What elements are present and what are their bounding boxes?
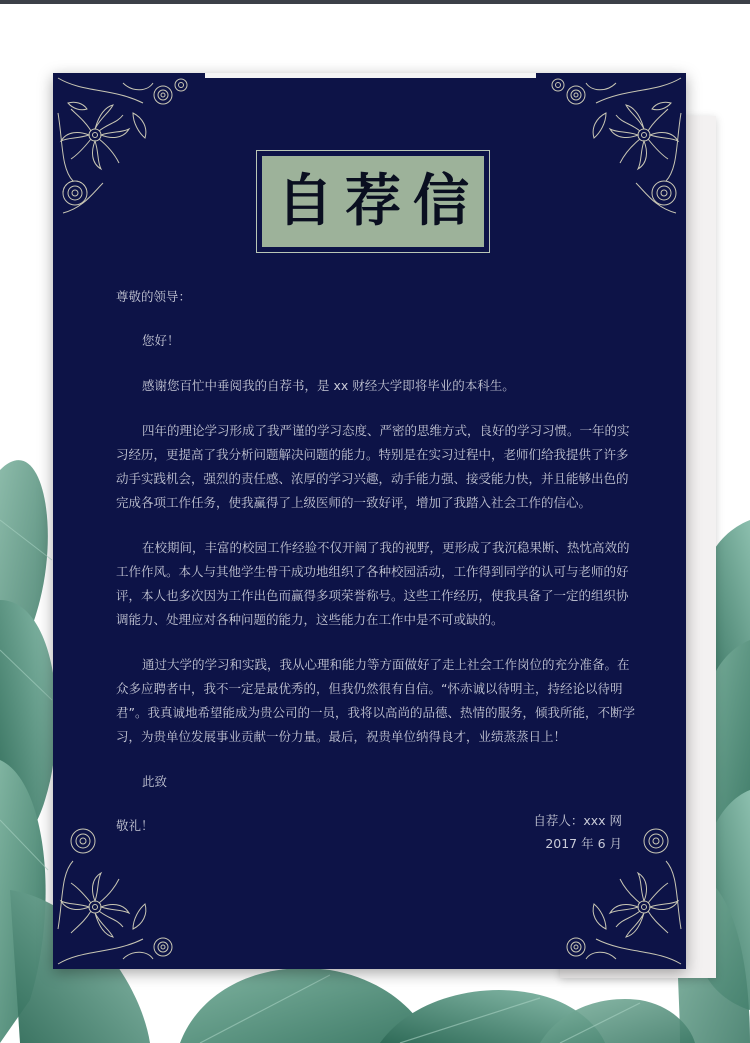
paragraph-3: 在校期间，丰富的校园工作经验不仅开阔了我的视野，更形成了我沉稳果断、热忱高效的工作作风。本人与其他学生骨干成功地组织了各种校园活动，工作得到同学的认可与老师的好评，本人也多次因为工作出色而赢得多项荣誉称号。这些工作经历，使我具备了一定的组织协调能力、处理应对各种问题的能力，这些能力在工作中是不可或缺的。 — [116, 540, 630, 627]
closing-line: 此致 — [142, 774, 168, 789]
title-box — [262, 156, 484, 247]
paragraph-4: 通过大学的学习和实践，我从心理和能力等方面做好了走上社会工作岗位的充分准备。在众多应聘者中，我不一定是最优秀的，但我仍然很有自信。“怀赤诚以待明主，持经论以待明君”。我真诚地希望能成为贵公司的一员，我将以高尚的品德、热情的服务，倾我所能，不断学习，为贵单位发展事业贡献一份力量。最后，祝贵单位纳得良才，业绩蒸蒸日上！ — [116, 657, 635, 744]
title-frame — [256, 150, 490, 253]
floral-line-art-icon — [53, 73, 203, 223]
letter-body — [116, 285, 636, 838]
salute-line: 敬礼！ — [116, 818, 154, 833]
floral-line-art-icon — [536, 73, 686, 223]
signature-date: 2017 年 6 月 — [545, 836, 622, 851]
signature-block — [533, 809, 622, 855]
page-title: 自荐信 — [277, 168, 481, 234]
letter-page — [53, 73, 686, 969]
hello-line: 您好！ — [142, 333, 180, 348]
greeting: 尊敬的领导： — [116, 289, 192, 304]
paragraph-1: 感谢您百忙中垂阅我的自荐书，是 xx 财经大学即将毕业的本科生。 — [142, 378, 515, 393]
signature-name: 自荐人：xxx 网 — [533, 813, 622, 828]
paragraph-2: 四年的理论学习形成了我严谨的学习态度、严密的思维方式，良好的学习习惯。一年的实习经历，更提高了我分析问题解决问题的能力。特别是在实习过程中，老师们给我提供了许多动手实践机会，强烈的责任感、浓厚的学习兴趣，动手能力强、接受能力快，并且能够出色的完成各项工作任务，使我赢得了上级医师的一致好评，增加了我踏入社会工作的信心。 — [116, 423, 630, 510]
letter-top-strip — [205, 73, 536, 78]
floral-line-art-icon — [53, 819, 203, 969]
